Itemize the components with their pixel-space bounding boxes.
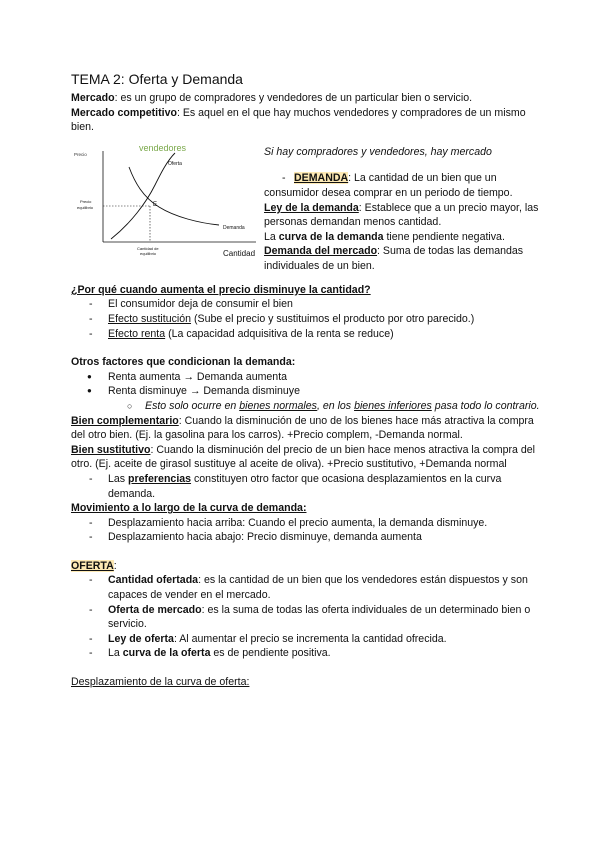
chart-top-label: vendedores	[139, 142, 187, 153]
otros-heading-text: Otros factores que condicionan la demanda:	[71, 356, 296, 369]
supply-curve	[111, 153, 175, 239]
ley-demanda-text: : Establece que a un precio mayor, las personas demandan menos cantidad.	[264, 201, 539, 229]
bienes-normales: bienes normales	[239, 399, 317, 412]
right-column	[264, 145, 554, 274]
cantidad-ofertada-text: : es la cantidad de un bien que los vendedores están dispuestos y son capaces de vender en el mercado.	[108, 574, 528, 602]
demanda-definition: - DEMANDA: La cantidad de un bien que un consumidor desea comprar en un periodo de tiempo.	[264, 172, 513, 199]
otros-list	[71, 370, 541, 399]
mercado-text: : es un grupo de compradores y vendedores de un particular bien o servicio.	[114, 92, 473, 104]
desplazamiento-heading	[71, 675, 541, 690]
eq-price-label-1: Precio	[80, 198, 92, 204]
oferta-heading	[71, 559, 541, 574]
curva-demanda-post: tiene pendiente negativa.	[383, 230, 505, 243]
list-item	[71, 399, 541, 414]
demanda-mercado-term: Demanda del mercado	[264, 245, 378, 258]
mercado-note: Si hay compradores y vendedores, hay mercado	[264, 145, 492, 158]
cantidad-ofertada-term: Cantidad ofertada	[108, 574, 199, 587]
demanda-mercado-text: : Suma de todas las demandas individuales de un bien.	[264, 245, 524, 272]
eq-point-label: E	[153, 201, 158, 208]
demand-curve	[129, 167, 219, 225]
efecto-sustitucion-term: Efecto sustitución	[108, 312, 192, 325]
otros-sublist	[71, 399, 541, 414]
chart-x-label: Cantidad	[223, 248, 256, 258]
oferta-list	[71, 573, 541, 661]
movimiento-heading-text: Movimiento a lo largo de la curva de demanda:	[71, 502, 307, 515]
sustitutivo-text: : Cuando la disminución del precio de un bien hace menos atractiva la compra del otro. (Ej. aceite de girasol sustituye al aceite de oliva). +Precio sustitutivo, +Demanda normal	[71, 443, 536, 471]
pref-pre: Las	[108, 472, 129, 485]
curva-pre: La	[264, 230, 279, 243]
sub-e: pasa todo lo contrario.	[431, 399, 540, 412]
sub-a: Esto solo ocurre en	[145, 399, 240, 412]
oferta-mercado-text: : es la suma de todas las oferta individuales de un determinado bien o servicio.	[108, 603, 531, 631]
pref-post: constituyen otro factor que ocasiona desplazamientos en la curva demanda.	[108, 472, 502, 500]
list-item: ● Renta aumenta → Demanda aumenta	[71, 370, 541, 385]
porque-heading-text: ¿Por qué cuando aumenta el precio disminuye la cantidad?	[71, 283, 371, 296]
list-item	[71, 573, 541, 602]
document-page	[71, 70, 541, 690]
efecto-renta-term: Efecto renta	[108, 327, 166, 340]
supply-label: Oferta	[168, 160, 182, 167]
eq-qty-label-2: equilibrio	[140, 250, 157, 256]
mercado-term: Mercado	[71, 92, 115, 104]
curva-oferta-pre: La	[108, 647, 123, 660]
list-item	[71, 312, 541, 327]
curva-oferta-post: es de pendiente positiva.	[210, 647, 331, 660]
eq-price-label-2: equilibrio	[77, 204, 94, 210]
complementario-term: Bien complementario	[71, 414, 179, 427]
movimiento-heading	[71, 501, 541, 516]
porque-list	[71, 297, 541, 341]
porque-heading	[71, 283, 541, 298]
sub-c: , en los	[316, 399, 355, 412]
preferencias-list	[71, 472, 541, 501]
mercado-definition	[71, 91, 541, 106]
preferencias-term: preferencias	[128, 472, 192, 485]
efecto-renta-text: (La capacidad adquisitiva de la renta se reduce)	[165, 327, 394, 340]
curva-demanda-term: curva de la demanda	[278, 230, 384, 243]
list-item: - Desplazamiento hacia abajo: Precio disminuye, demanda aumenta	[71, 530, 541, 545]
competitivo-text: : Es aquel en el que hay muchos vendedores y compradores de un mismo bien.	[71, 106, 526, 134]
movimiento-list	[71, 516, 541, 545]
complementario-text: : Cuando la disminución de uno de los bienes hace más atractiva la compra del otro bien. (Ej. la gasolina para los carros). +Precio complem, -Demanda normal.	[71, 414, 534, 442]
mercado-competitivo-definition	[71, 106, 541, 135]
supply-demand-chart	[71, 139, 261, 271]
demanda-text: : La cantidad de un bien que un consumidor desea comprar en un periodo de tiempo.	[264, 172, 513, 199]
demand-label: Demanda	[223, 224, 245, 231]
list-item	[71, 327, 541, 342]
ley-oferta-text: : Al aumentar el precio se incrementa la cantidad ofrecida.	[173, 632, 447, 645]
curva-oferta-term: curva de la oferta	[122, 647, 211, 660]
list-item	[71, 646, 541, 661]
ley-demanda-term: Ley de la demanda	[264, 201, 359, 214]
list-item	[71, 472, 541, 501]
ley-demanda	[264, 201, 554, 230]
chart-y-label: Precio	[74, 151, 87, 157]
competitivo-term: Mercado competitivo	[71, 106, 177, 119]
desplazamiento-heading-text: Desplazamiento de la curva de oferta:	[71, 676, 250, 689]
bienes-inferiores: bienes inferiores	[354, 399, 432, 412]
list-item: - Desplazamiento hacia arriba: Cuando el precio aumenta, la demanda disminuye.	[71, 516, 541, 531]
otros-heading	[71, 355, 541, 370]
figure-row	[71, 139, 541, 277]
demanda-mercado	[264, 244, 554, 273]
efecto-sustitucion-text: (Sube el precio y sustituimos el producto por otro parecido.)	[191, 312, 475, 325]
list-item: - El consumidor deja de consumir el bien	[71, 297, 541, 312]
list-item	[71, 632, 541, 647]
oferta-mercado-term: Oferta de mercado	[108, 603, 202, 616]
bien-complementario	[71, 414, 541, 443]
oferta-heading-text: OFERTA	[71, 559, 114, 572]
sustitutivo-term: Bien sustitutivo	[71, 443, 151, 456]
oferta-heading-suffix: :	[113, 559, 117, 572]
ley-oferta-term: Ley de oferta	[108, 632, 174, 645]
list-item: ● Renta disminuye → Demanda disminuye	[71, 384, 541, 399]
page-title: TEMA 2: Oferta y Demanda	[71, 71, 243, 87]
demanda-term: DEMANDA	[294, 172, 349, 185]
bien-sustitutivo	[71, 443, 541, 472]
list-item	[71, 603, 541, 632]
eq-qty-label-1: Cantidad de	[137, 245, 159, 251]
curva-demanda	[264, 230, 554, 245]
